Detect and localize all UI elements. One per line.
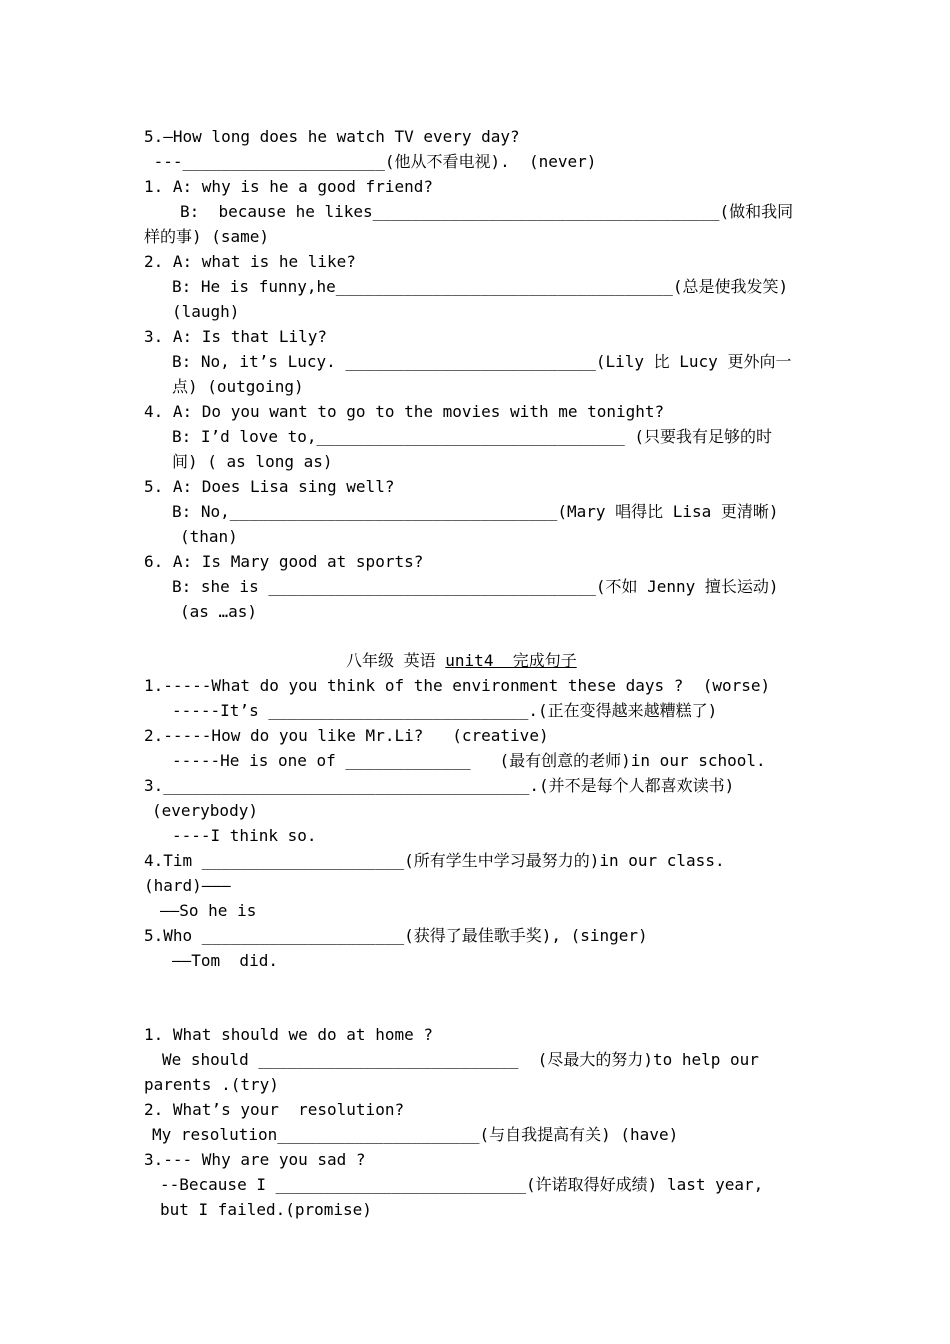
section-heading (346, 650, 577, 672)
answer-line: ——So he is (160, 901, 257, 920)
answer-line: B: I’d love to,________________________________ (只要我有足够的时 (172, 427, 773, 446)
answer-line: (laugh) (172, 302, 240, 321)
question-line: 1.-----What do you think of the environment these days ? (worse) (144, 676, 771, 695)
answer-line: (hard)——— (144, 876, 231, 895)
answer-line: -----It’s ___________________________.(正在变得越来越糟糕了) (172, 701, 718, 720)
question-line: 5. A: Does Lisa sing well? (144, 477, 395, 496)
question-line: 5.—How long does he watch TV every day? (144, 127, 520, 146)
question-line: 2.-----How do you like Mr.Li? (creative) (144, 726, 549, 745)
answer-line: 间) ( as long as) (172, 452, 333, 471)
answer-line: --Because I __________________________(许诺取得好成绩) last year, (160, 1175, 764, 1194)
answer-line: B: No, it’s Lucy. __________________________(Lily 比 Lucy 更外向一 (172, 352, 792, 371)
answer-line: (as …as) (180, 602, 258, 621)
question-line: 2. A: what is he like? (144, 252, 356, 271)
question-line: 1. A: why is he a good friend? (144, 177, 433, 196)
answer-line: 点) (outgoing) (172, 377, 304, 396)
question-line: 3.--- Why are you sad ? (144, 1150, 366, 1169)
answer-line: We should ___________________________ (尽最大的努力)to help our (162, 1050, 759, 1069)
answer-line: -----He is one of _____________ (最有创意的老师)in our school. (172, 751, 766, 770)
question-line: 4. A: Do you want to go to the movies with me tonight? (144, 402, 665, 421)
answer-line: B: she is __________________________________(不如 Jenny 擅长运动) (172, 577, 779, 596)
question-line: 3.______________________________________.(并不是每个人都喜欢读书) (144, 776, 735, 795)
question-line: 5.Who _____________________(获得了最佳歌手奖), (singer) (144, 926, 648, 945)
answer-line: but I failed.(promise) (160, 1200, 372, 1219)
question-line: 1. What should we do at home ? (144, 1025, 433, 1044)
answer-line: (everybody) (152, 801, 258, 820)
answer-line: B: No,__________________________________(Mary 唱得比 Lisa 更清晰) (172, 502, 779, 521)
question-line: 2. What’s your resolution? (144, 1100, 405, 1119)
heading-underlined: unit4 完成句子 (445, 651, 577, 670)
answer-line: My resolution_____________________(与自我提高有关) (have) (152, 1125, 679, 1144)
heading-prefix: 八年级 英语 (346, 651, 446, 670)
answer-line: (than) (180, 527, 238, 546)
answer-line: ----I think so. (172, 826, 317, 845)
answer-line: ——Tom did. (172, 951, 278, 970)
question-line: 3. A: Is that Lily? (144, 327, 328, 346)
answer-line: B: because he likes____________________________________(做和我同 (180, 202, 794, 221)
answer-line: parents .(try) (144, 1075, 279, 1094)
answer-line: B: He is funny,he___________________________________(总是使我发笑) (172, 277, 789, 296)
question-line: 4.Tim _____________________(所有学生中学习最努力的)in our class. (144, 851, 725, 870)
question-line: 6. A: Is Mary good at sports? (144, 552, 424, 571)
answer-line: ---_____________________(他从不看电视). (never) (144, 152, 597, 171)
answer-line: 样的事) (same) (144, 227, 270, 246)
